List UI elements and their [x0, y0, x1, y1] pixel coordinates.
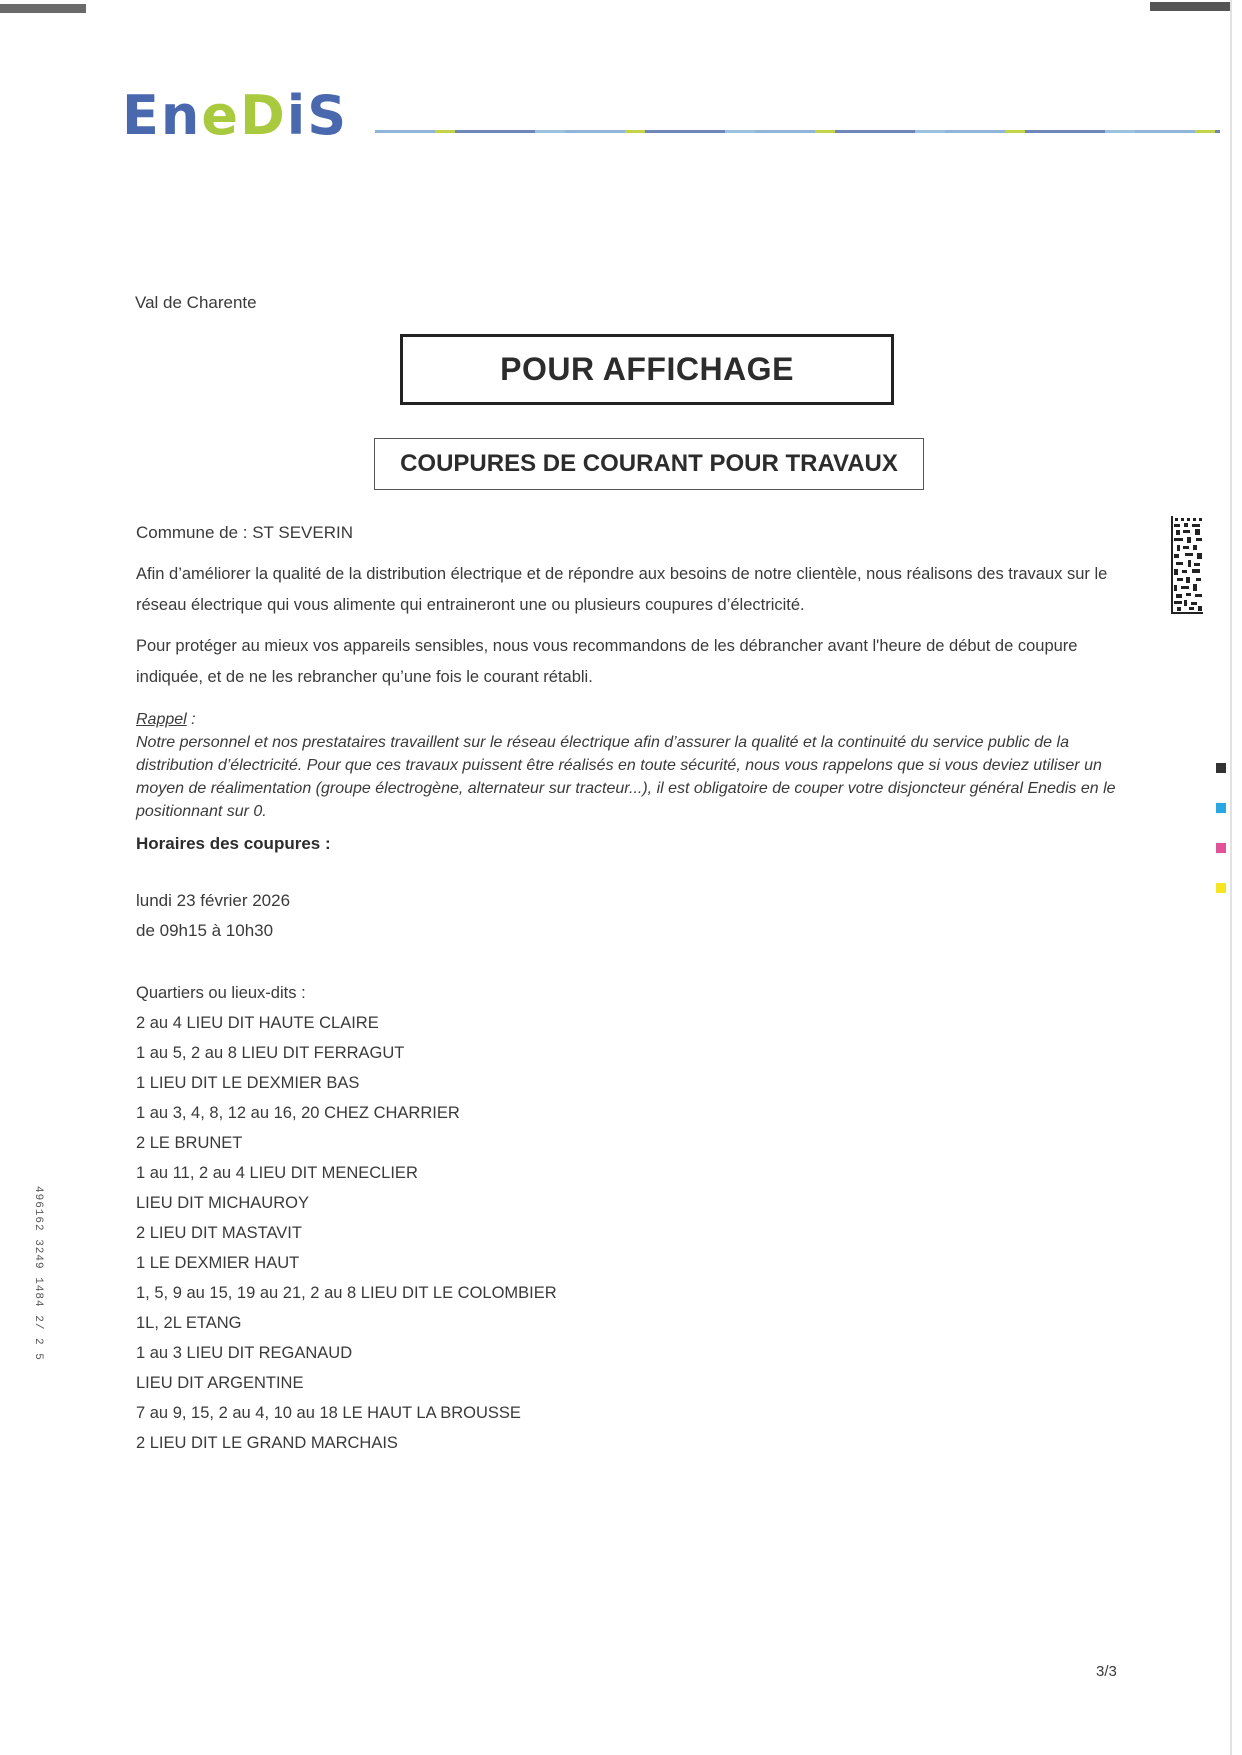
intro-paragraph: Afin d’améliorer la qualité de la distribution électrique et de répondre aux besoins de notre clientèle, nous réalisons des travaux sur le réseau électrique qui vous alimente qui entraineront une ou plusieurs coupures d’électricité.	[136, 565, 1108, 614]
rappel-heading	[136, 708, 1126, 731]
scan-corner-mark	[1150, 2, 1230, 11]
list-item: 2 LIEU DIT LE GRAND MARCHAIS	[136, 1434, 398, 1452]
cyan-registration-mark	[1216, 803, 1226, 813]
region-name: Val de Charente	[135, 293, 257, 312]
schedule-time: de 09h15 à 10h30	[136, 921, 274, 940]
page-number: 3/3	[1096, 1663, 1117, 1680]
schedule-block	[136, 886, 290, 946]
quartiers-heading: Quartiers ou lieux-dits :	[136, 984, 306, 1002]
list-item: LIEU DIT MICHAUROY	[136, 1194, 309, 1212]
margin-serial-code: 496162 3249 1484 2/ 2 5	[32, 1186, 44, 1361]
quartiers-section	[136, 978, 557, 1458]
list-item: 2 au 4 LIEU DIT HAUTE CLAIRE	[136, 1014, 379, 1032]
list-item: 1L, 2L ETANG	[136, 1314, 242, 1332]
logo-text	[122, 84, 362, 147]
quartiers-list	[136, 1008, 557, 1458]
list-item: 2 LE BRUNET	[136, 1134, 243, 1152]
horaires-heading: Horaires des coupures :	[136, 834, 331, 853]
subtitle-box	[374, 438, 924, 490]
scan-corner-mark	[0, 4, 86, 13]
list-item: 1 au 3, 4, 8, 12 au 16, 20 CHEZ CHARRIER	[136, 1104, 460, 1122]
list-item: 1, 5, 9 au 15, 19 au 21, 2 au 8 LIEU DIT LE COLOMBIER	[136, 1284, 557, 1302]
list-item: 7 au 9, 15, 2 au 4, 10 au 18 LE HAUT LA BROUSSE	[136, 1404, 521, 1422]
magenta-registration-mark	[1216, 843, 1226, 853]
schedule-date: lundi 23 février 2026	[136, 891, 291, 910]
rappel-text: Notre personnel et nos prestataires travaillent sur le réseau électrique afin d’assurer la qualité et la continuité du service public de la distribution d’électricité. Pour que ces travaux puissent être réalisés en toute sécurité, nous vous rappelons que si vous deviez utiliser un moyen de réalimentation (groupe électrogène, alternateur sur tracteur...), il est obligatoire de couper votre disjoncteur général Enedis en le positionnant sur 0.	[136, 734, 1116, 820]
datamatrix-code	[1171, 516, 1203, 614]
header-divider-line	[375, 130, 1220, 133]
list-item: 1 LE DEXMIER HAUT	[136, 1254, 300, 1272]
enedis-logo	[122, 84, 362, 147]
yellow-registration-mark	[1216, 883, 1226, 893]
advice-paragraph: Pour protéger au mieux vos appareils sensibles, nous vous recommandons de les débrancher avant l'heure de début de coupure indiquée, et de ne les rebrancher qu’une fois le courant rétabli.	[136, 637, 1078, 686]
rappel-colon: :	[186, 711, 196, 728]
rappel-section	[136, 708, 1126, 823]
logo-part: En	[122, 84, 202, 147]
page-edge	[1230, 0, 1232, 1755]
commune-line: Commune de : ST SEVERIN	[136, 523, 353, 542]
list-item: LIEU DIT ARGENTINE	[136, 1374, 304, 1392]
logo-part: eD	[201, 84, 287, 147]
page-title: POUR AFFICHAGE	[500, 351, 794, 387]
rappel-title: Rappel	[136, 711, 187, 728]
page-subtitle: COUPURES DE COURANT POUR TRAVAUX	[400, 450, 898, 477]
list-item: 1 au 5, 2 au 8 LIEU DIT FERRAGUT	[136, 1044, 405, 1062]
logo-part: iS	[286, 84, 349, 147]
list-item: 1 au 3 LIEU DIT REGANAUD	[136, 1344, 353, 1362]
list-item: 1 LIEU DIT LE DEXMIER BAS	[136, 1074, 360, 1092]
list-item: 1 au 11, 2 au 4 LIEU DIT MENECLIER	[136, 1164, 418, 1182]
black-registration-mark	[1216, 763, 1226, 773]
title-box	[400, 334, 894, 405]
list-item: 2 LIEU DIT MASTAVIT	[136, 1224, 302, 1242]
